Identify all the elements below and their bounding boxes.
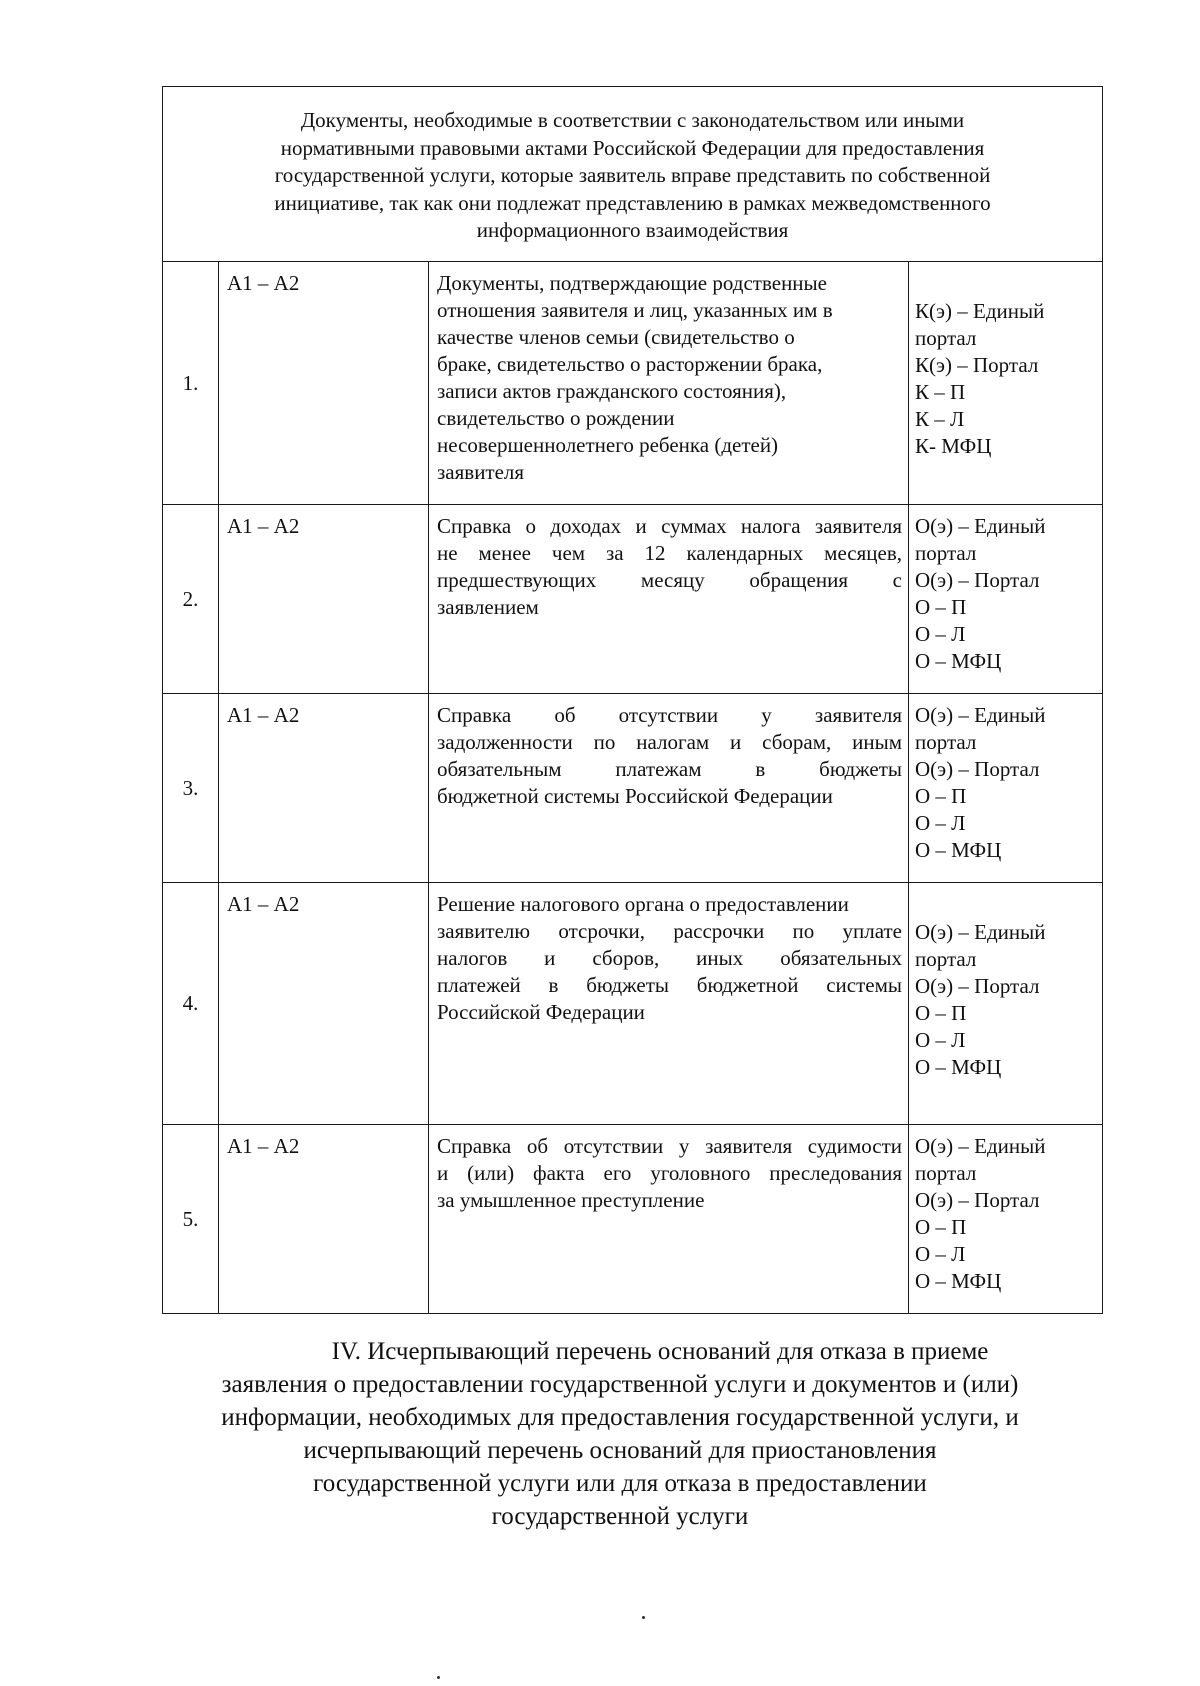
method-item: О – П — [915, 1001, 967, 1025]
description-line: заявлением — [437, 595, 539, 619]
description-line: отношения заявителя и лиц, указанных им в — [437, 298, 833, 322]
row-number: 5. — [163, 1125, 219, 1314]
section-heading-line: заявления о предоставлении государственной услуги и документов и (или) — [221, 1371, 1019, 1398]
table-row — [163, 262, 1103, 505]
method-item: О – Л — [915, 811, 966, 835]
description-line: браке, свидетельство о расторжении брака, — [437, 352, 823, 376]
table-header-line: информационного взаимодействия — [476, 218, 789, 243]
description-line: за умышленное преступление — [437, 1188, 705, 1212]
method-item: О – МФЦ — [915, 1055, 1002, 1079]
description-line: Справка об отсутствии у заявителя судимости — [437, 1134, 902, 1158]
description-line: предшествующих месяцу обращения с — [437, 568, 902, 592]
row-code: А1 – А2 — [219, 883, 429, 1125]
row-methods — [909, 883, 1103, 1125]
method-item: О – Л — [915, 622, 966, 646]
description-line: свидетельство о рождении — [437, 406, 675, 430]
row-description — [429, 883, 909, 1125]
method-item: портал — [915, 1161, 977, 1185]
method-item: К- МФЦ — [915, 434, 992, 458]
row-number: 3. — [163, 694, 219, 883]
description-line: обязательным платежам в бюджеты — [437, 757, 902, 781]
table-header-row — [163, 87, 1103, 262]
method-item: О(э) – Единый — [915, 920, 1046, 944]
section-heading-line: IV. Исчерпывающий перечень оснований для отказа в приеме — [331, 1338, 989, 1365]
method-item: О(э) – Единый — [915, 703, 1046, 727]
row-number: 4. — [163, 883, 219, 1125]
description-line: платежей в бюджеты бюджетной системы — [437, 973, 902, 997]
method-item: О – МФЦ — [915, 838, 1002, 862]
row-number: 1. — [163, 262, 219, 505]
table-row — [163, 1125, 1103, 1314]
description-line: не менее чем за 12 календарных месяцев, — [437, 541, 902, 565]
scan-speck — [437, 1676, 440, 1679]
row-description — [429, 694, 909, 883]
method-item: портал — [915, 541, 977, 565]
method-item: О – П — [915, 1215, 967, 1239]
row-number: 2. — [163, 505, 219, 694]
description-line: несовершеннолетнего ребенка (детей) — [437, 433, 779, 457]
description-line: Справка о доходах и суммах налога заявителя — [437, 514, 902, 538]
method-item: К – П — [915, 380, 966, 404]
row-methods — [909, 262, 1103, 505]
description-line: заявителя — [437, 460, 525, 484]
row-description — [429, 1125, 909, 1314]
method-item: портал — [915, 326, 977, 350]
method-item: О(э) – Портал — [915, 757, 1040, 781]
method-item: К(э) – Единый — [915, 299, 1045, 323]
row-code: А1 – А2 — [219, 1125, 429, 1314]
method-item: О – Л — [915, 1242, 966, 1266]
description-line: качестве членов семьи (свидетельство о — [437, 325, 795, 349]
documents-table — [162, 86, 1103, 1314]
row-methods — [909, 694, 1103, 883]
method-item: О(э) – Портал — [915, 1188, 1040, 1212]
method-item: О(э) – Единый — [915, 1134, 1046, 1158]
description-line: и (или) факта его уголовного преследования — [437, 1161, 902, 1185]
section-heading-line: информации, необходимых для предоставления государственной услуги, и — [221, 1404, 1019, 1431]
table-row — [163, 694, 1103, 883]
table-header — [163, 87, 1103, 262]
row-code: А1 – А2 — [219, 694, 429, 883]
description-line: Справка об отсутствии у заявителя — [437, 703, 902, 727]
method-item: О – П — [915, 784, 967, 808]
method-item: О – П — [915, 595, 967, 619]
description-line: бюджетной системы Российской Федерации — [437, 784, 833, 808]
description-line: записи актов гражданского состояния), — [437, 379, 787, 403]
row-methods — [909, 1125, 1103, 1314]
table-header-line: Документы, необходимые в соответствии с законодательством или иными — [300, 108, 965, 133]
section-heading-line: государственной услуги — [491, 1503, 749, 1530]
method-item: О – МФЦ — [915, 649, 1002, 673]
description-line: Решение налогового органа о предоставлении — [437, 892, 849, 916]
section-heading — [150, 1335, 1090, 1533]
row-description — [429, 262, 909, 505]
description-line: налогов и сборов, иных обязательных — [437, 946, 902, 970]
row-methods — [909, 505, 1103, 694]
method-item: К(э) – Портал — [915, 353, 1039, 377]
table-row — [163, 505, 1103, 694]
method-item: О – МФЦ — [915, 1269, 1002, 1293]
method-item: портал — [915, 730, 977, 754]
row-description — [429, 505, 909, 694]
method-item: О(э) – Портал — [915, 974, 1040, 998]
scan-speck — [642, 1616, 645, 1619]
table-header-line: государственной услуги, которые заявитель вправе представить по собственной — [274, 163, 991, 188]
row-code: А1 – А2 — [219, 505, 429, 694]
description-line: Документы, подтверждающие родственные — [437, 271, 827, 295]
method-item: О – Л — [915, 1028, 966, 1052]
method-item: О(э) – Единый — [915, 514, 1046, 538]
row-code: А1 – А2 — [219, 262, 429, 505]
table-row — [163, 883, 1103, 1125]
description-line: Российской Федерации — [437, 1000, 645, 1024]
description-line: заявителю отсрочки, рассрочки по уплате — [437, 919, 902, 943]
method-item: К – Л — [915, 407, 965, 431]
description-line: задолженности по налогам и сборам, иным — [437, 730, 902, 754]
section-heading-line: государственной услуги или для отказа в предоставлении — [313, 1470, 927, 1497]
table-header-line: инициативе, так как они подлежат представлению в рамках межведомственного — [274, 190, 991, 215]
method-item: портал — [915, 947, 977, 971]
method-item: О(э) – Портал — [915, 568, 1040, 592]
table-header-line: нормативными правовыми актами Российской Федерации для предоставления — [280, 135, 985, 160]
section-heading-line: исчерпывающий перечень оснований для приостановления — [303, 1437, 937, 1464]
